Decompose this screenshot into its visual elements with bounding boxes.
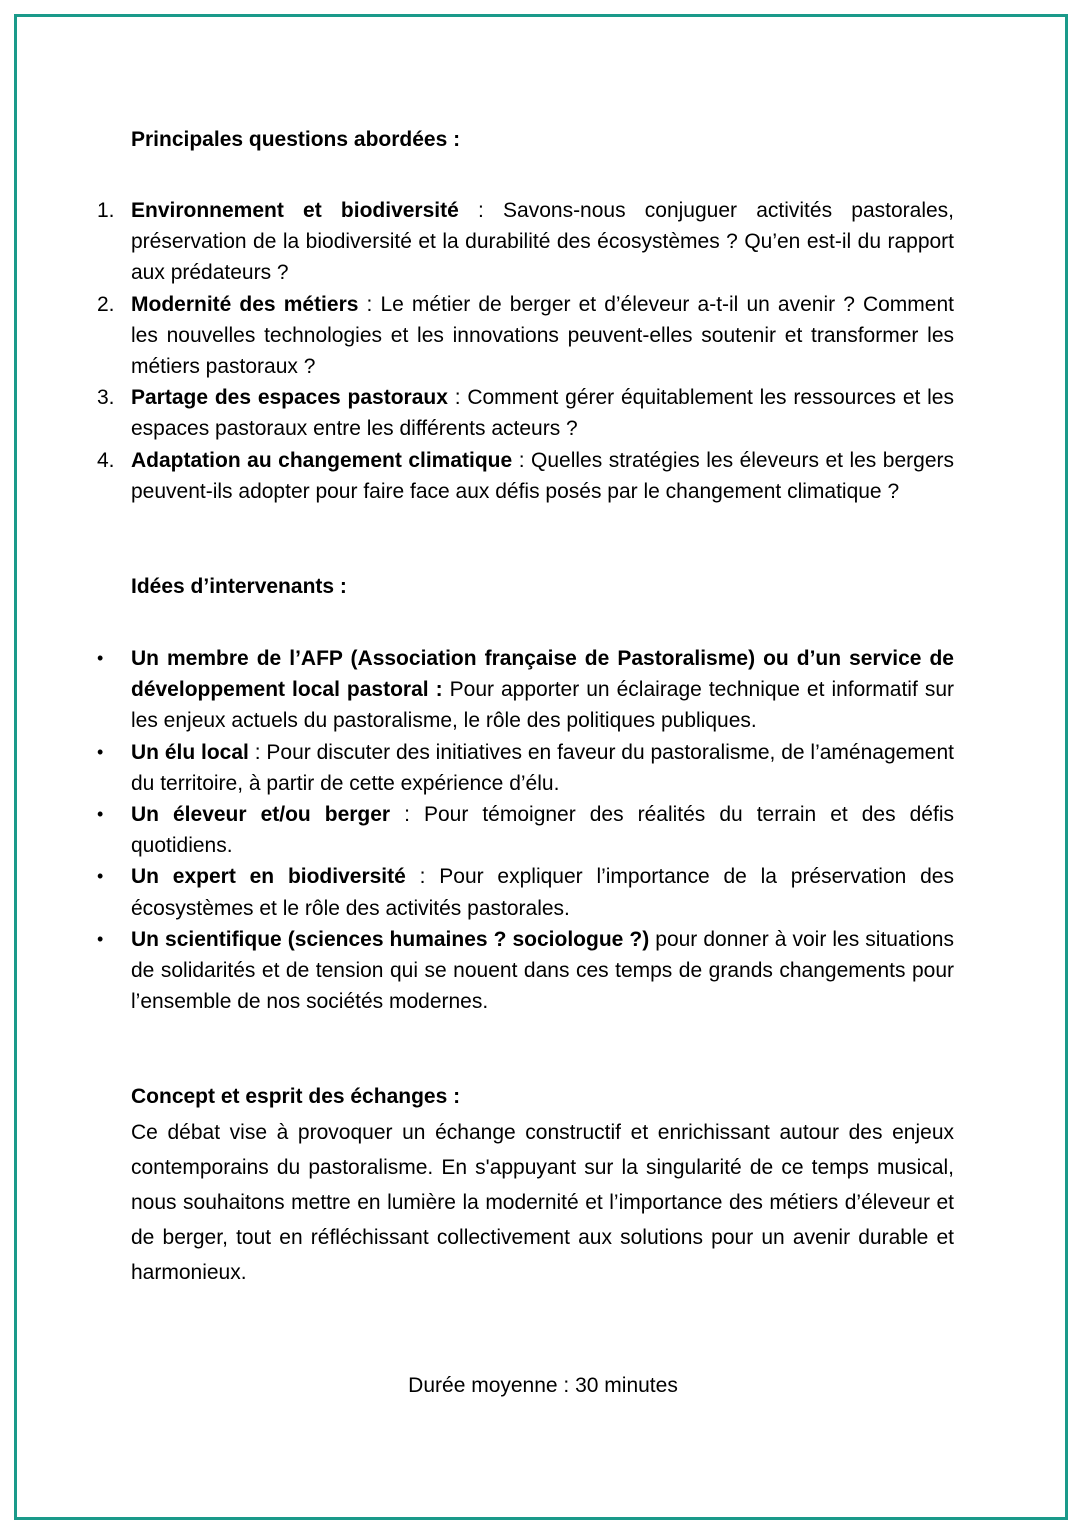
list-item (97, 861, 954, 923)
concept-paragraph: Ce débat vise à provoquer un échange constructif et enrichissant autour des enjeux contemporains du pastoralisme. En s'appuyant sur la singularité de ce temps musical, nous souhaitons mettre en lumière la modernité et l’importance des métiers d’éleveur et de berger, tout en réfléchissant collectivement aux solutions pour un avenir durable et harmonieux. (131, 1121, 954, 1284)
list-number: 1. (97, 199, 115, 222)
duration-text: Durée moyenne : 30 minutes (408, 1374, 678, 1397)
list-item (97, 289, 954, 383)
list-item (97, 382, 954, 444)
speakers-list (97, 643, 954, 1017)
speaker-title: Un éleveur et/ou berger (131, 803, 391, 827)
speaker-text: pour donner à voir les situations de solidarités et de tension qui se nouent dans ces temps de grands changements pour l’ensemble de nos sociétés modernes. (131, 927, 954, 1014)
list-item (97, 924, 954, 1018)
speaker-text: : Pour discuter des initiatives en faveur du pastoralisme, de l’aménagement du territoire, à partir de cette expérience d’élu. (131, 740, 954, 795)
list-item (97, 799, 954, 861)
question-text: : Le métier de berger et d’éleveur a-t-il un avenir ? Comment les nouvelles technologies et les innovations peuvent-elles soutenir et transformer les métiers pastoraux ? (131, 292, 954, 379)
speaker-text: : Pour témoigner des réalités du terrain et des défis quotidiens. (131, 803, 954, 858)
questions-list (97, 195, 954, 507)
list-item (97, 643, 954, 737)
list-number: 2. (97, 292, 115, 316)
question-title: Adaptation au changement climatique (131, 448, 513, 472)
list-number: 4. (97, 448, 115, 472)
concept-heading: Concept et esprit des échanges : (131, 1085, 461, 1108)
list-number: 3. (97, 386, 115, 410)
speaker-title: Un expert en biodiversité (131, 865, 406, 889)
list-item (97, 195, 954, 289)
questions-heading: Principales questions abordées : (131, 128, 461, 151)
speaker-title: Un élu local (131, 740, 249, 764)
list-item (97, 445, 954, 507)
list-item (97, 737, 954, 799)
speaker-title: Un scientifique (sciences humaines ? sociologue ?) (131, 927, 650, 951)
speaker-text: : Pour expliquer l’importance de la préservation des écosystèmes et le rôle des activités pastorales. (131, 865, 954, 920)
speakers-heading: Idées d’intervenants : (131, 575, 347, 598)
question-title: Environnement et biodiversité (131, 199, 459, 222)
speaker-title: Un membre de l’AFP (Association française de Pastoralisme) ou d’un service de développement local pastoral : (131, 647, 954, 702)
bullet-icon: • (97, 866, 104, 887)
bullet-icon: • (97, 741, 104, 762)
bullet-icon: • (97, 804, 104, 825)
bullet-icon: • (97, 928, 104, 949)
question-title: Partage des espaces pastoraux (131, 386, 448, 410)
question-text: : Comment gérer équitablement les ressources et les espaces pastoraux entre les différents acteurs ? (131, 386, 954, 441)
question-title: Modernité des métiers (131, 292, 359, 316)
question-text: : Savons-nous conjuguer activités pastorales, préservation de la biodiversité et la durabilité des écosystèmes ? Qu’en est-il du rapport aux prédateurs ? (131, 199, 954, 285)
question-text: : Quelles stratégies les éleveurs et les bergers peuvent-ils adopter pour faire face aux défis posés par le changement climatique ? (131, 448, 954, 503)
bullet-icon: • (97, 648, 104, 668)
speaker-text: Pour apporter un éclairage technique et informatif sur les enjeux actuels du pastoralisme, le rôle des politiques publiques. (131, 678, 954, 733)
